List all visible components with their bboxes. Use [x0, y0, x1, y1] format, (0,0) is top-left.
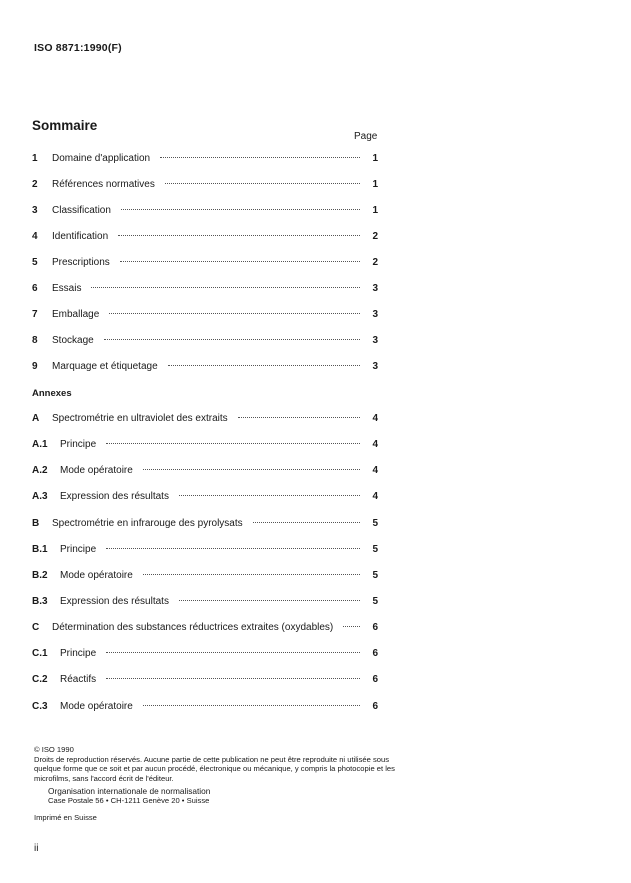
toc-entry: [32, 570, 378, 584]
toc-leader-dots: [165, 183, 360, 184]
toc-entry: [32, 283, 378, 297]
toc-entry: [32, 465, 378, 479]
toc-leader-dots: [253, 522, 360, 523]
copyright-line: © ISO 1990: [34, 745, 74, 754]
toc-entry-number: B.3: [32, 596, 48, 607]
toc-leader-dots: [106, 443, 360, 444]
toc-entry-page: 1: [372, 205, 378, 216]
toc-entry-page: 4: [372, 465, 378, 476]
toc-entry-label: Références normatives: [52, 179, 155, 190]
toc-entry-page: 5: [372, 544, 378, 555]
toc-entry: [32, 596, 378, 610]
toc-entry-label: Mode opératoire: [60, 465, 133, 476]
toc-entry-number: C.3: [32, 701, 48, 712]
toc-entry-label: Prescriptions: [52, 257, 110, 268]
toc-entry-label: Détermination des substances réductrices extraites (oxydables): [52, 622, 334, 633]
toc-leader-dots: [143, 705, 360, 706]
toc-entry-page: 3: [372, 361, 378, 372]
document-code: ISO 8871:1990(F): [34, 42, 122, 54]
toc-entry-number: 1: [32, 153, 38, 164]
toc-entry-number: 5: [32, 257, 38, 268]
toc-entry: [32, 153, 378, 167]
toc-entry-number: 6: [32, 283, 38, 294]
toc-leader-dots: [109, 313, 360, 314]
toc-entry-number: 3: [32, 205, 38, 216]
toc-entry: [32, 413, 378, 427]
printed-notice: Imprimé en Suisse: [34, 812, 97, 822]
toc-leader-dots: [179, 600, 360, 601]
toc-leader-dots: [179, 495, 360, 496]
rights-notice: Droits de reproduction réservés. Aucune partie de cette publication ne peut être reproduite ni utilisée sous quelque forme que ce soit et par aucun procédé, électronique ou mécanique, y compris la photocopie et les microfilms, sans l'accord écrit de l'éditeur.: [34, 754, 395, 783]
toc-entry-label: Expression des résultats: [60, 596, 169, 607]
toc-leader-dots: [104, 339, 360, 340]
toc-entry: [32, 544, 378, 558]
toc-entry-number: A.1: [32, 439, 48, 450]
toc-entry-label: Stockage: [52, 335, 94, 346]
toc-entry-number: A: [32, 413, 40, 424]
toc-entry: [32, 231, 378, 245]
toc-entry-page: 5: [372, 570, 378, 581]
toc-entry-page: 6: [372, 701, 378, 712]
toc-entry-number: A.3: [32, 491, 48, 502]
toc-entry-page: 3: [372, 283, 378, 294]
toc-entry-label: Principe: [60, 544, 97, 555]
toc-leader-dots: [121, 209, 360, 210]
toc-leader-dots: [120, 261, 360, 262]
toc-leader-dots: [160, 157, 360, 158]
toc-entry-number: B: [32, 518, 40, 529]
toc-entry-label: Spectrométrie en infrarouge des pyrolysats: [52, 518, 243, 529]
toc-leader-dots: [143, 469, 360, 470]
toc-leader-dots: [168, 365, 360, 366]
toc-entry: [32, 179, 378, 193]
toc-entry: [32, 205, 378, 219]
toc-entry-page: 3: [372, 309, 378, 320]
toc-entry: [32, 257, 378, 271]
toc-leader-dots: [106, 652, 360, 653]
toc-entry-label: Classification: [52, 205, 111, 216]
annexes-heading: Annexes: [32, 388, 72, 399]
toc-entry: [32, 491, 378, 505]
toc-entry-page: 5: [372, 518, 378, 529]
toc-leader-dots: [106, 678, 360, 679]
toc-entry-page: 5: [372, 596, 378, 607]
toc-leader-dots: [91, 287, 360, 288]
toc-entry: [32, 674, 378, 688]
toc-entry-label: Expression des résultats: [60, 491, 169, 502]
toc-entry-number: 8: [32, 335, 38, 346]
toc-entry: [32, 648, 378, 662]
toc-entry-label: Principe: [60, 439, 97, 450]
toc-entry-number: 2: [32, 179, 38, 190]
toc-leader-dots: [238, 417, 360, 418]
toc-entry-number: 4: [32, 231, 38, 242]
toc-entry-number: C.1: [32, 648, 48, 659]
toc-entry-number: C.2: [32, 674, 48, 685]
page-title: Sommaire: [32, 118, 98, 133]
toc-entry-number: 9: [32, 361, 38, 372]
toc-entry-label: Identification: [52, 231, 109, 242]
toc-entry-page: 4: [372, 439, 378, 450]
toc-entry: [32, 701, 378, 715]
organization-address: Case Postale 56 • CH-1211 Genève 20 • Suisse: [48, 796, 210, 805]
toc-entry-number: C: [32, 622, 40, 633]
toc-entry: [32, 309, 378, 323]
toc-entry-page: 4: [372, 413, 378, 424]
toc-entry-page: 6: [372, 674, 378, 685]
toc-entry-page: 6: [372, 648, 378, 659]
toc-entry-label: Mode opératoire: [60, 701, 133, 712]
toc-entry-page: 2: [372, 231, 378, 242]
toc-entry-number: B.1: [32, 544, 48, 555]
copyright-footer: [34, 745, 399, 822]
organization-name: Organisation internationale de normalisation: [48, 786, 211, 796]
page-column-heading: Page: [354, 131, 378, 142]
toc-entry-label: Mode opératoire: [60, 570, 133, 581]
toc-entry-label: Emballage: [52, 309, 100, 320]
toc-entry-page: 4: [372, 491, 378, 502]
toc-entry-page: 1: [372, 153, 378, 164]
page-number: ii: [34, 843, 39, 854]
toc-entry-number: 7: [32, 309, 38, 320]
toc-entry-page: 1: [372, 179, 378, 190]
toc-leader-dots: [106, 548, 360, 549]
toc-entry-label: Domaine d'application: [52, 153, 151, 164]
toc-leader-dots: [143, 574, 360, 575]
toc-entry-number: A.2: [32, 465, 48, 476]
toc-entry-page: 2: [372, 257, 378, 268]
toc-entry-label: Marquage et étiquetage: [52, 361, 158, 372]
toc-entry: [32, 439, 378, 453]
toc-entry-number: B.2: [32, 570, 48, 581]
toc-entry-label: Essais: [52, 283, 82, 294]
toc-entry-label: Principe: [60, 648, 97, 659]
toc-leader-dots: [343, 626, 360, 627]
toc-entry-label: Réactifs: [60, 674, 97, 685]
toc-entry: [32, 335, 378, 349]
toc-entry-page: 3: [372, 335, 378, 346]
toc-entry-label: Spectrométrie en ultraviolet des extraits: [52, 413, 228, 424]
toc-entry: [32, 518, 378, 532]
toc-entry-page: 6: [372, 622, 378, 633]
toc-entry: [32, 361, 378, 375]
toc-entry: [32, 622, 378, 636]
toc-leader-dots: [118, 235, 360, 236]
